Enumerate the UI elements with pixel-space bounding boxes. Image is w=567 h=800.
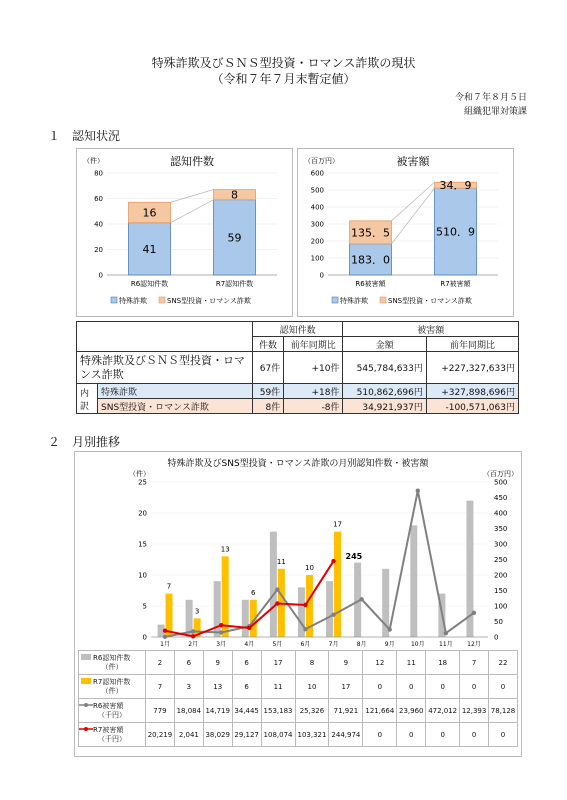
monthly-y-tick: 5 [142, 602, 147, 611]
damage-y-tick: 500 [310, 186, 324, 195]
monthly-point-r6 [331, 613, 335, 617]
monthly-table-cell: 38,029 [203, 723, 232, 747]
monthly-table-cell: 153,183 [261, 699, 295, 723]
monthly-table-cell: 6 [174, 651, 203, 675]
damage-legend-special: 特殊詐欺 [340, 297, 368, 305]
monthly-x-tick: 10月 [410, 641, 425, 648]
monthly-row-unit: （件） [101, 662, 123, 671]
head-count: 認知件数 [252, 322, 343, 337]
monthly-point-r6 [191, 629, 195, 633]
monthly-y2-unit: （百万円） [483, 470, 518, 478]
total-yoy2: +227,327,633円 [426, 352, 518, 384]
r2-label: SNS型投資・ロマンス詐欺 [98, 399, 253, 414]
monthly-table-cell: 6 [232, 675, 261, 699]
count-connector [171, 190, 214, 203]
monthly-x-tick: 2月 [188, 641, 199, 648]
page-subtitle: （令和７年７月末暫定値） [211, 72, 356, 86]
monthly-y2-tick: 300 [494, 540, 508, 549]
monthly-y-tick: 20 [138, 509, 147, 518]
monthly-point-r7 [247, 626, 251, 630]
monthly-table-cell: 0 [426, 723, 460, 747]
monthly-y-tick: 10 [138, 571, 147, 580]
monthly-table-cell: 6 [232, 651, 261, 675]
damage-bar-label: 183．0 [351, 253, 390, 267]
monthly-table-cell: 0 [489, 723, 518, 747]
monthly-table-cell: 71,921 [329, 699, 363, 723]
monthly-bar-label: 6 [251, 588, 256, 597]
monthly-table-cell: 0 [460, 675, 489, 699]
monthly-x-tick: 11月 [439, 641, 453, 648]
total-amount: 545,784,633円 [343, 352, 426, 384]
monthly-table-cell: 18,084 [174, 699, 203, 723]
monthly-y-unit: （件） [129, 470, 150, 478]
monthly-point-r6 [359, 597, 363, 601]
count-legend-sns: SNS型投資・ロマンス詐欺 [167, 297, 251, 305]
section-1-heading: １ 認知状況 [48, 129, 121, 143]
damage-bar-label: 34．9 [439, 179, 472, 193]
monthly-table-cell: 9 [329, 651, 363, 675]
monthly-row-header [79, 699, 146, 723]
monthly-point-r6 [416, 488, 420, 492]
breakdown-label: 内訳 [77, 384, 98, 414]
monthly-table-row [79, 723, 518, 747]
r2-count: 8件 [252, 399, 283, 414]
monthly-y2-tick: 450 [494, 494, 508, 502]
total-yoy: +10件 [284, 352, 343, 384]
monthly-y-tick: 0 [142, 633, 147, 642]
head-damage: 被害額 [343, 322, 519, 337]
monthly-y-tick: 25 [138, 478, 147, 487]
damage-y-tick: 600 [310, 169, 324, 178]
monthly-table-cell: 7 [460, 651, 489, 675]
monthly-y2-tick: 100 [494, 602, 508, 611]
count-y-tick: 40 [94, 220, 103, 229]
damage-bar-label: 135．5 [351, 226, 390, 240]
monthly-point-r6 [275, 587, 279, 591]
monthly-table-cell: 17 [329, 675, 363, 699]
monthly-table-cell: 779 [146, 699, 175, 723]
monthly-table-cell: 0 [460, 723, 489, 747]
monthly-table-cell: 11 [397, 651, 426, 675]
damage-chart-frame [297, 148, 514, 317]
monthly-table-cell: 0 [426, 675, 460, 699]
count-y-tick: 60 [94, 195, 103, 203]
monthly-line-label: 245 [345, 552, 363, 562]
monthly-point-r7 [331, 559, 335, 563]
monthly-chart [75, 452, 521, 652]
damage-y-tick: 300 [310, 220, 324, 229]
r1-label: 特殊詐欺 [98, 384, 253, 399]
r1-count: 59件 [252, 384, 283, 399]
monthly-bar-r6 [270, 532, 277, 637]
monthly-point-r7 [191, 634, 195, 638]
monthly-point-r6 [163, 635, 167, 639]
monthly-table-cell: 0 [363, 675, 397, 699]
monthly-bar-label: 10 [304, 564, 314, 572]
monthly-y2-tick: 400 [494, 509, 508, 518]
damage-x-tick: R7被害額 [440, 280, 471, 288]
head-yoy2: 前年同期比 [426, 337, 518, 352]
monthly-y2-tick: 500 [494, 478, 508, 487]
monthly-row-header [79, 723, 146, 747]
head-num: 件数 [252, 337, 283, 352]
damage-y-tick: 200 [310, 237, 324, 246]
section-2-heading: ２ 月別推移 [48, 435, 121, 449]
monthly-table-cell: 17 [261, 651, 295, 675]
monthly-x-tick: 9月 [384, 641, 395, 648]
monthly-y-tick: 15 [138, 540, 147, 549]
monthly-table-cell: 13 [203, 675, 232, 699]
monthly-x-tick: 12月 [467, 641, 481, 648]
monthly-line-r6 [165, 491, 474, 637]
monthly-x-tick: 7月 [328, 641, 339, 648]
monthly-row-name: R6認知件数 [93, 653, 131, 662]
damage-y-tick: 0 [319, 271, 324, 280]
monthly-row-header [79, 675, 146, 699]
monthly-point-r6 [303, 627, 307, 631]
count-bar-label: 41 [142, 242, 157, 256]
count-chart-frame [76, 148, 293, 317]
monthly-table-cell: 11 [261, 675, 295, 699]
monthly-bar-r6 [242, 600, 249, 637]
damage-chart [298, 149, 513, 316]
monthly-point-r6 [219, 630, 223, 634]
monthly-table-cell: 9 [203, 651, 232, 675]
damage-title: 被害額 [396, 155, 430, 168]
count-legend-swatch-sns [159, 297, 165, 303]
monthly-data-table [78, 650, 518, 747]
damage-y-unit: （百万円） [304, 157, 339, 165]
monthly-row-name: R7被害額 [93, 725, 124, 734]
monthly-x-tick: 6月 [300, 641, 311, 648]
monthly-bar-label: 11 [276, 557, 286, 566]
page-title: 特殊詐欺及びＳＮＳ型投資・ロマンス詐欺の現状 [151, 56, 416, 70]
issue-date: 令和７年８月５日 [454, 93, 527, 103]
count-bar-label: 8 [231, 188, 238, 202]
monthly-x-tick: 4月 [244, 641, 255, 648]
monthly-title: 特殊詐欺及びSNS型投資・ロマンス詐欺の月別認知件数・被害額 [167, 459, 429, 469]
r1-yoy2: +327,898,696円 [426, 384, 518, 399]
monthly-table-cell: 121,664 [363, 699, 397, 723]
damage-legend-swatch-special [332, 297, 338, 303]
monthly-row-unit: （件） [101, 686, 123, 695]
monthly-table-cell: 108,074 [261, 723, 295, 747]
monthly-table-cell: 0 [397, 675, 426, 699]
monthly-table-cell: 34,445 [232, 699, 261, 723]
monthly-point-r7 [303, 603, 307, 607]
monthly-point-r6 [388, 627, 392, 631]
monthly-table-cell: 3 [174, 675, 203, 699]
r1-amount: 510,862,696円 [343, 384, 426, 399]
damage-bar-label: 510．9 [436, 225, 475, 239]
r2-yoy2: -100,571,063円 [426, 399, 518, 414]
damage-x-tick: R6被害額 [355, 280, 386, 288]
monthly-y2-tick: 200 [494, 571, 508, 580]
damage-connector [392, 182, 435, 221]
monthly-chart-frame [74, 451, 522, 757]
count-title: 認知件数 [170, 155, 214, 168]
monthly-point-r6 [444, 631, 448, 635]
monthly-table-cell: 10 [295, 675, 329, 699]
monthly-y2-tick: 250 [494, 556, 508, 564]
count-y-unit: （件） [83, 157, 104, 165]
count-x-tick: R7認知件数 [215, 280, 254, 288]
monthly-table-cell: 244,974 [329, 723, 363, 747]
head-yoy: 前年同期比 [284, 337, 343, 352]
damage-legend-swatch-sns [380, 297, 386, 303]
monthly-table-cell: 12 [363, 651, 397, 675]
monthly-table-cell: 23,960 [397, 699, 426, 723]
summary-table [76, 321, 519, 414]
monthly-bar-label: 7 [166, 582, 172, 591]
monthly-bar-r6 [410, 525, 417, 637]
damage-legend-sns: SNS型投資・ロマンス詐欺 [388, 297, 472, 305]
monthly-bar-label: 3 [194, 607, 200, 616]
monthly-table-cell: 18 [426, 651, 460, 675]
monthly-table-cell: 0 [397, 723, 426, 747]
monthly-y2-tick: 50 [494, 618, 503, 626]
monthly-row-unit: （千円） [98, 710, 126, 719]
monthly-y2-tick: 0 [494, 633, 499, 642]
count-chart [77, 149, 292, 316]
monthly-table-cell: 12,393 [460, 699, 489, 723]
r1-yoy: +18件 [284, 384, 343, 399]
r2-yoy: -8件 [284, 399, 343, 414]
count-legend-special: 特殊詐欺 [119, 297, 147, 305]
department: 組織犯罪対策課 [463, 107, 527, 117]
damage-y-tick: 400 [310, 203, 324, 212]
monthly-table-cell: 14,719 [203, 699, 232, 723]
monthly-table-cell: 22 [489, 651, 518, 675]
head-amount: 金額 [343, 337, 426, 352]
monthly-x-tick: 8月 [356, 641, 367, 648]
total-label: 特殊詐欺及びＳＮＳ型投資・ロマンス詐欺 [77, 352, 253, 384]
count-y-tick: 80 [94, 169, 103, 178]
monthly-point-r7 [275, 601, 279, 605]
monthly-table-cell: 0 [489, 675, 518, 699]
monthly-y2-tick: 350 [494, 525, 508, 533]
count-legend-swatch-special [111, 297, 117, 303]
monthly-x-tick: 3月 [216, 641, 227, 648]
monthly-bar-label: 13 [220, 545, 230, 554]
damage-y-tick: 100 [310, 254, 324, 263]
monthly-x-tick: 5月 [272, 641, 283, 648]
monthly-table-cell: 0 [363, 723, 397, 747]
monthly-row-name: R6被害額 [93, 701, 124, 710]
r2-amount: 34,921,937円 [343, 399, 426, 414]
damage-connector [392, 188, 435, 244]
monthly-row-header [79, 651, 146, 675]
monthly-row-name: R7認知件数 [93, 677, 131, 686]
monthly-table-row [79, 651, 518, 675]
monthly-bar-r7 [334, 532, 341, 637]
count-connector [171, 200, 214, 223]
monthly-table-cell: 20,219 [146, 723, 175, 747]
count-bar-label: 59 [227, 231, 242, 245]
monthly-table-cell: 2,041 [174, 723, 203, 747]
monthly-x-tick: 1月 [160, 641, 170, 648]
monthly-bar-r6 [326, 581, 333, 637]
monthly-point-r7 [219, 623, 223, 627]
monthly-table-row [79, 699, 518, 723]
monthly-table-cell: 29,127 [232, 723, 261, 747]
monthly-table-cell: 8 [295, 651, 329, 675]
monthly-row-unit: （千円） [98, 734, 126, 743]
monthly-point-r6 [472, 611, 476, 615]
monthly-point-r7 [163, 629, 167, 633]
monthly-table-row [79, 675, 518, 699]
monthly-table-cell: 472,012 [426, 699, 460, 723]
monthly-table-cell: 103,321 [295, 723, 329, 747]
monthly-bar-label: 17 [333, 520, 343, 529]
monthly-table-cell: 25,326 [295, 699, 329, 723]
count-y-tick: 20 [94, 246, 103, 254]
count-bar-label: 16 [142, 206, 157, 220]
monthly-table-cell: 7 [146, 675, 175, 699]
count-y-tick: 0 [98, 271, 103, 280]
count-x-tick: R6認知件数 [130, 280, 169, 288]
monthly-table-cell: 2 [146, 651, 175, 675]
monthly-table-cell: 78,128 [489, 699, 518, 723]
total-count: 67件 [252, 352, 283, 384]
monthly-y2-tick: 150 [494, 587, 508, 595]
